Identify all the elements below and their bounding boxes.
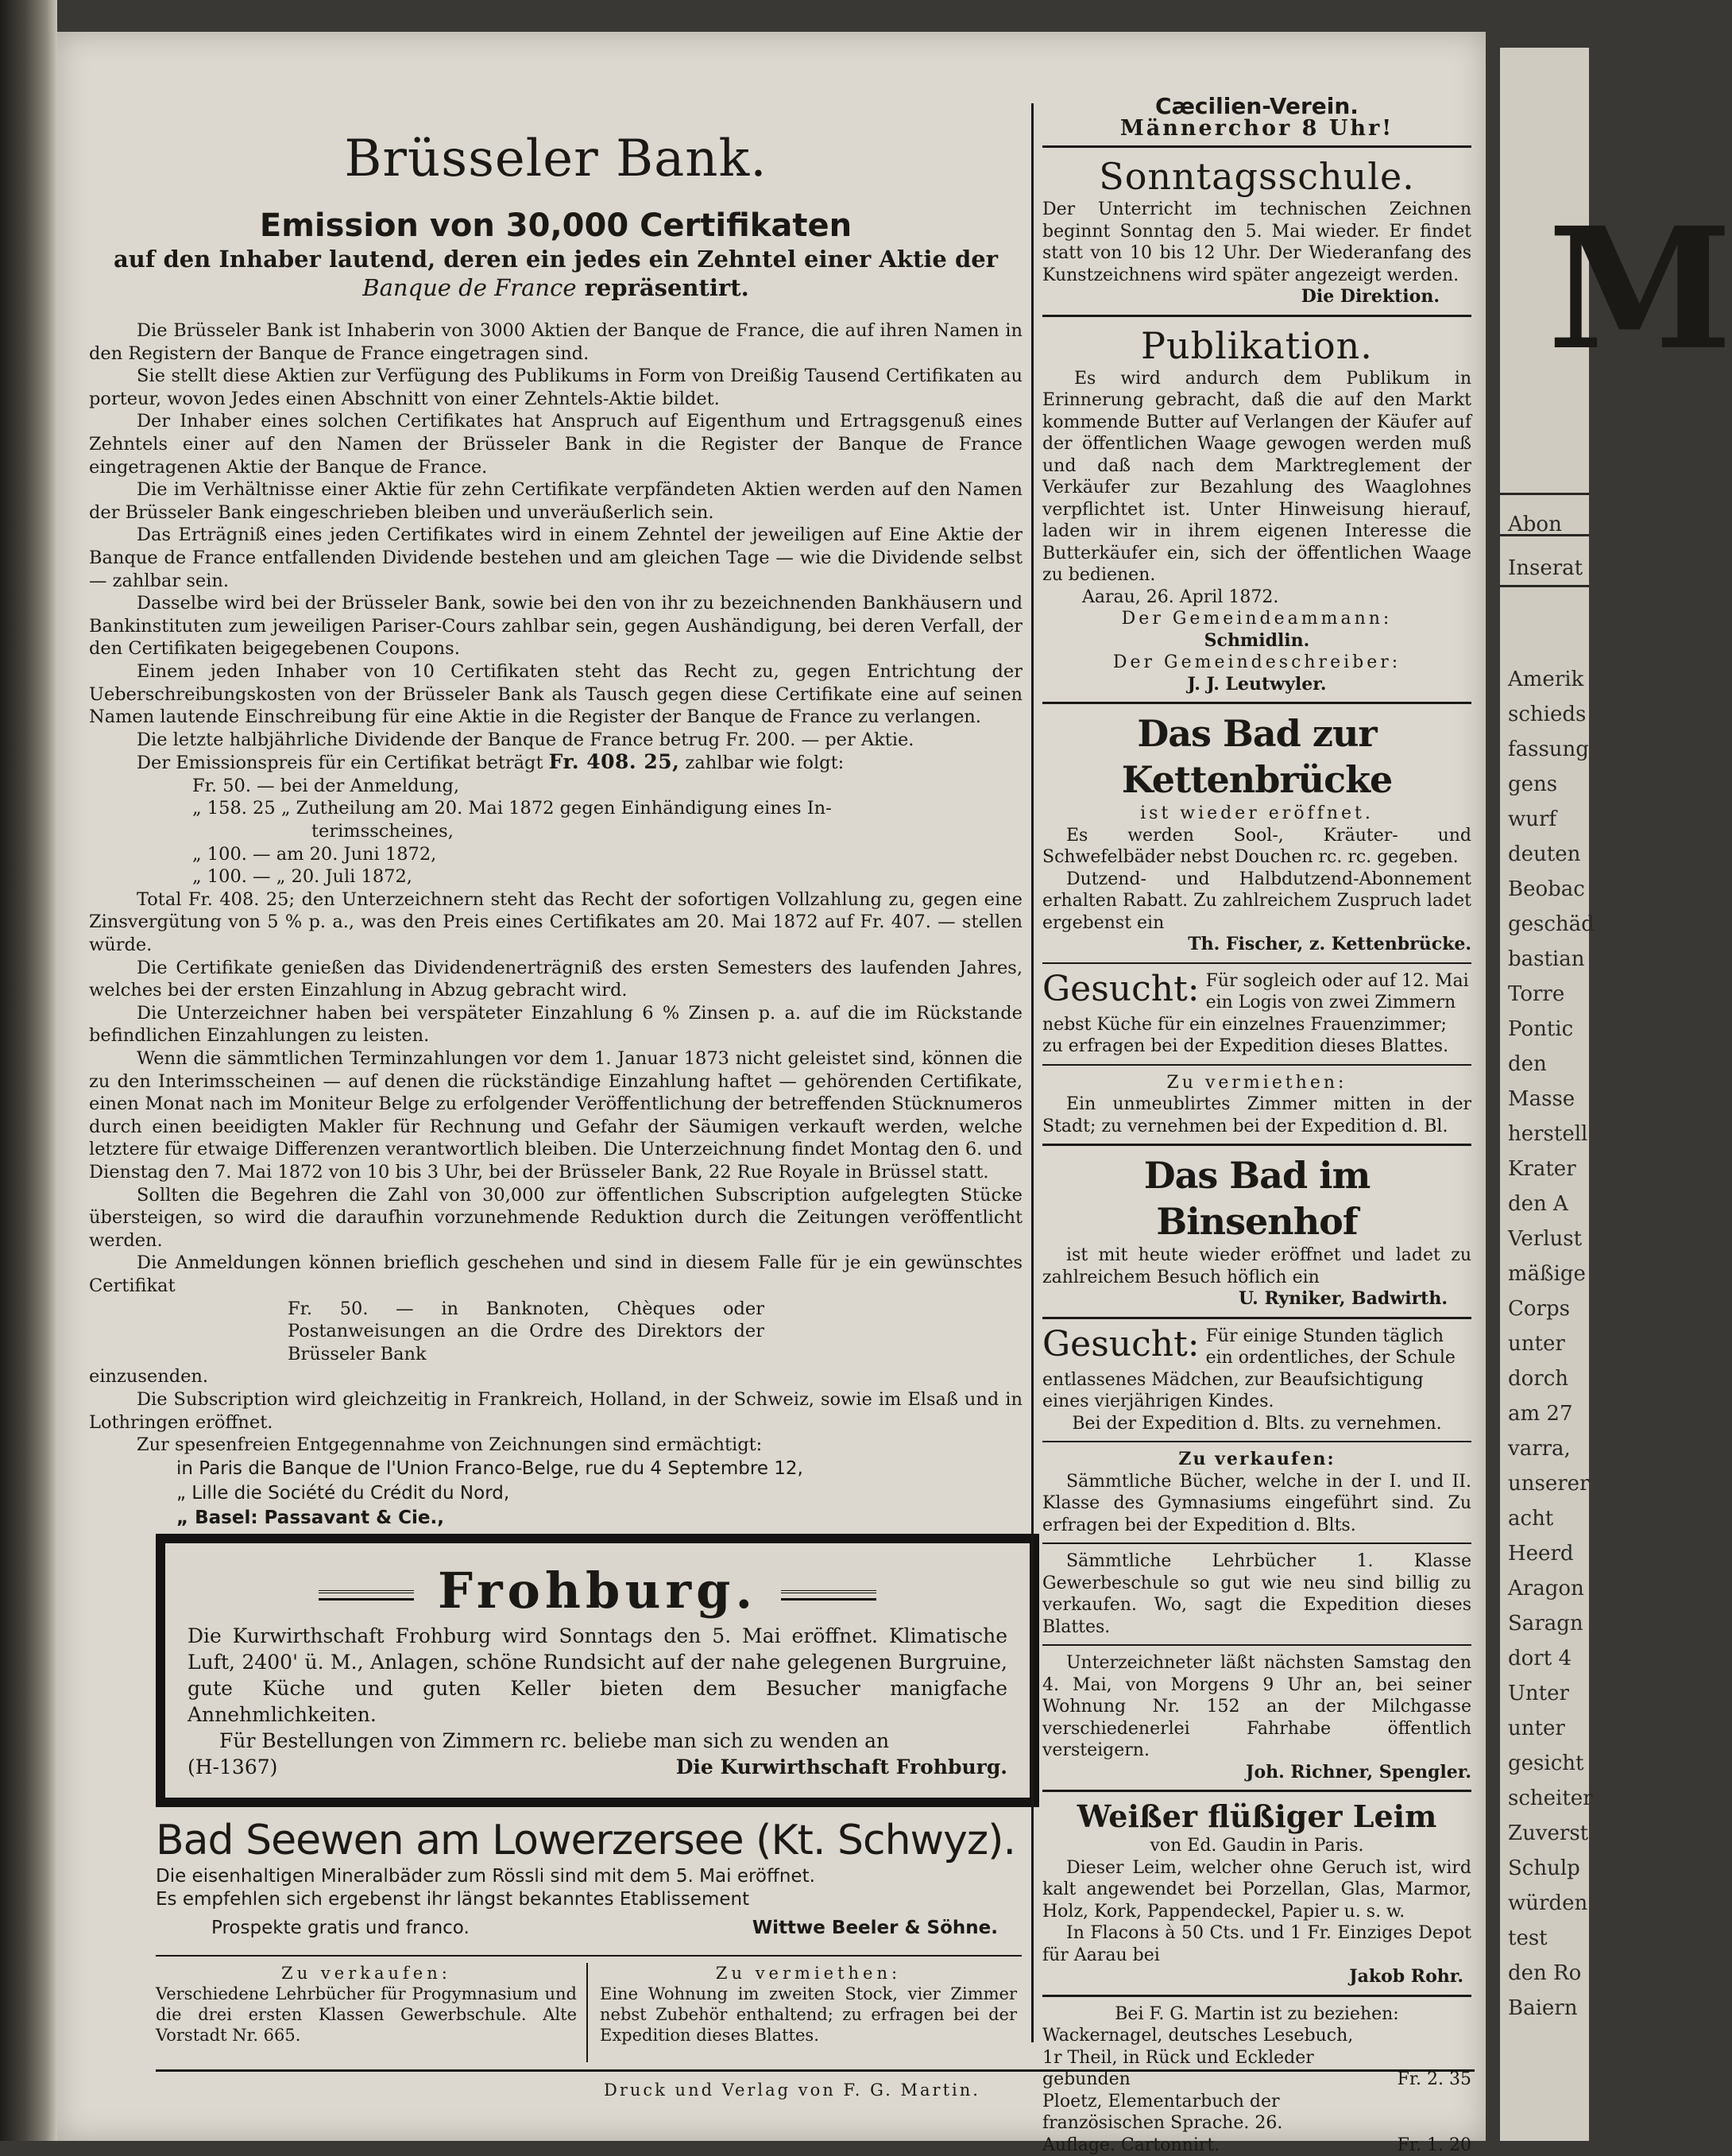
adjacent-page-word: am 27	[1508, 1402, 1573, 1426]
divider	[1042, 962, 1471, 964]
payment-line: „ 100. — am 20. Juni 1872,	[192, 843, 1023, 866]
issue-price-value: Fr. 408. 25,	[549, 750, 680, 773]
divider	[1042, 1317, 1471, 1319]
agent-line: „ Basel: Passavant & Cie.,	[176, 1506, 1023, 1531]
divider	[586, 1963, 588, 2062]
payment-line: Fr. 50. — bei der Anmeldung,	[192, 775, 1023, 798]
leim-text: Dieser Leim, welcher ohne Geruch ist, wird kalt angewendet bei Porzellan, Glas, Marmor, Holz, Kork, Pappendeckel, Papier u. s. w.	[1042, 1857, 1471, 1923]
brusseler-bank-ad	[89, 95, 1023, 1554]
payment-line: „ 158. 25 „ Zutheilung am 20. Mai 1872 gegen Einhändigung eines In-	[192, 797, 1023, 820]
adjacent-page-word: deuten	[1508, 842, 1580, 866]
adjacent-page-word: Torre	[1508, 982, 1564, 1006]
paragraph: Die im Verhältnisse einer Aktie für zehn Certifikate verpfändeten Aktien werden auf den Namen der Brüsseler Bank eingeschrieben bleiben und unveräußerlich sein.	[89, 478, 1023, 524]
paragraph: Einem jeden Inhaber von 10 Certifikaten steht das Recht zu, gegen Entrichtung der Ueberschreibungskosten von der Brüsseler Bank als Tausch gegen diese Certifikate eine auf seinen Namen lautende Einschreibung für eine Aktie in die Register der Banque de France zu verlangen.	[89, 660, 1023, 729]
paragraph: einzusenden.	[89, 1365, 1023, 1388]
payment-schedule	[192, 775, 1023, 888]
leim-sign: Jakob Rohr.	[1042, 1966, 1463, 1988]
frohburg-body: Die Kurwirthschaft Frohburg wird Sonntags den 5. Mai eröffnet. Klimatische Luft, 2400' ü. M., Anlagen, schöne Rundsicht auf der nahe gelegenen Burgruine, gute Küche und guten Keller bieten dem Besucher manigfache Annehmlichkeiten.	[165, 1623, 1030, 1728]
ornamental-rule	[781, 1590, 876, 1601]
auction-text: Unterzeichneter läßt nächsten Samstag den 4. Mai, von Morgens 9 Uhr an, bei seiner Wohnung Nr. 152 an der Milchgasse verschiedenerlei Fahrhabe öffentlich versteigern.	[1042, 1652, 1471, 1762]
adjacent-page-word: dorch	[1508, 1367, 1568, 1391]
kettenbruecke-text-2: Dutzend- und Halbdutzend-Abonnement erhalten Rabatt. Zu zahlreichem Zuspruch ladet ergebenst ein	[1042, 869, 1471, 935]
kettenbruecke-sub: ist wieder eröffnet.	[1042, 803, 1471, 825]
right-column	[1042, 95, 1471, 2156]
adjacent-page-word: Beobac	[1508, 877, 1585, 901]
adjacent-page-word: Verlust	[1508, 1227, 1582, 1251]
publikation-name: J. J. Leutwyler.	[1042, 674, 1471, 696]
adjacent-page-word: Unter	[1508, 1682, 1569, 1705]
martin-book: Ploetz, Elementarbuch der französischen Sprache. 26. Auflage. Cartonnirt.	[1042, 2091, 1360, 2156]
adjacent-page-word: schieds	[1508, 703, 1586, 726]
publikation-title: Publikation.	[1042, 323, 1471, 368]
payment-line: terimsscheines,	[311, 820, 1023, 843]
banque-de-france-italic: Banque de France	[362, 274, 576, 301]
kettenbruecke-sign: Th. Fischer, z. Kettenbrücke.	[1042, 934, 1471, 956]
ad-heading: Zu verkaufen:	[156, 1963, 577, 1984]
gesucht-ad-2	[1042, 1326, 1471, 1435]
binsenhof-sign: U. Ryniker, Badwirth.	[1042, 1288, 1448, 1310]
issue-price-paragraph	[89, 751, 1023, 775]
divider	[1500, 585, 1589, 587]
adjacent-page-word: varra,	[1508, 1437, 1571, 1461]
adjacent-page-word: den	[1508, 1052, 1547, 1076]
martin-heading: Bei F. G. Martin ist zu beziehen:	[1042, 2003, 1471, 2026]
printer-imprint: Druck und Verlag von F. G. Martin.	[604, 2081, 980, 2100]
paragraph: Wenn die sämmtlichen Terminzahlungen vor dem 1. Januar 1873 nicht geleistet sind, können die zu den Interimsscheinen — auf denen die rückständige Einzahlung haftet — gehörenden Certifikate, einen Monat nach im Moniteur Belge zu erfolgender Veröffentlichung der betreffenden Stücknumeros durch einen beeidigten Makler für Rechnung und Gefahr der Säumigen verkauft werden, welche letztere für etwaige Differenzen verantwortlich bleiben. Die Unterzeichnung findet Montag den 6. und Dienstag den 7. Mai 1872 von 10 bis 3 Uhr, bei der Brüsseler Bank, 22 Rue Royale in Brüssel statt.	[89, 1047, 1023, 1184]
adjacent-page-word: unter	[1508, 1332, 1565, 1356]
auction-sign: Joh. Richner, Spengler.	[1042, 1762, 1471, 1784]
paragraph: Die Brüsseler Bank ist Inhaberin von 3000 Aktien der Banque de France, die auf ihren Namen in den Registern der Banque de France eingetragen sind.	[89, 319, 1023, 365]
sonntagsschule-sign: Die Direktion.	[1042, 286, 1440, 308]
martin-item	[1042, 2091, 1471, 2156]
paragraph: Der Inhaber eines solchen Certifikates hat Anspruch auf Eigenthum und Ertragsgenuß eines Zehntels einer auf den Namen der Brüsseler Bank in die Register der Banque de France eingetragenen Aktie der Banque de France.	[89, 410, 1023, 478]
paragraph: Sie stellt diese Aktien zur Verfügung des Publikums in Form von Dreißig Tausend Certifikaten au porteur, wovon Jedes einen Abschnitt von einer Zehntels-Aktie bildet.	[89, 365, 1023, 410]
adjacent-page-word: den A	[1508, 1192, 1568, 1216]
small-ad-rent	[600, 1963, 1017, 2046]
paragraph: Das Erträgniß eines jeden Certifikates wird in einem Zehntel der jeweiligen auf Eine Aktie der Banque de France entfallenden Dividende bestehen und am gleichen Tage — wie die Dividende selbst — zahlbar sein.	[89, 524, 1023, 592]
gesucht-heading: Gesucht:	[1042, 1326, 1200, 1364]
emission-heading: Emission von 30,000 Certifikaten	[89, 207, 1023, 245]
publikation-signatory: Der Gemeindeammann:	[1042, 608, 1471, 630]
divider	[1042, 315, 1471, 317]
frohburg-body-2: Für Bestellungen von Zimmern rc. beliebe man sich zu wenden an	[165, 1728, 1030, 1754]
verkaufen-heading: Zu verkaufen:	[1042, 1449, 1471, 1471]
issue-price-tail: zahlbar wie folgt:	[679, 753, 844, 773]
divider	[1500, 493, 1589, 495]
verkaufen-text: Sämmtliche Bücher, welche in der I. und II. Klasse des Gymnasiums eingeführt sind. Zu erfragen bei der Expedition d. Blts.	[1042, 1471, 1471, 1537]
adjacent-page-edge	[1500, 48, 1589, 2141]
kettenbruecke-text: Es werden Sool-, Kräuter- und Schwefelbäder nebst Douchen rc. rc. gegeben.	[1042, 825, 1471, 869]
payment-line: „ 100. — „ 20. Juli 1872,	[192, 865, 1023, 888]
leim-title: Weißer flüßiger Leim	[1042, 1798, 1471, 1835]
publikation-signatory: Der Gemeindeschreiber:	[1042, 652, 1471, 674]
frohburg-ad	[156, 1534, 1039, 1807]
seewen-line: Die eisenhaltigen Mineralbäder zum Rössli sind mit dem 5. Mai eröffnet.	[156, 1865, 1030, 1888]
paragraph: Die letzte halbjährliche Dividende der Banque de France betrug Fr. 200. — per Aktie.	[89, 729, 1023, 752]
frohburg-title	[165, 1559, 1030, 1623]
seewen-footer	[156, 1916, 1030, 1940]
frohburg-ref: (H-1367)	[188, 1754, 277, 1781]
ad-text: Eine Wohnung im zweiten Stock, vier Zimmer nebst Zubehör enthaltend; zu erfragen bei der Expedition dieses Blattes.	[600, 1984, 1017, 2046]
adjacent-page-word: Abon	[1508, 513, 1562, 536]
adjacent-page-word: scheiter	[1508, 1786, 1593, 1810]
adjacent-page-word: geschäd	[1508, 912, 1595, 936]
divider	[1042, 1995, 1471, 1997]
gesucht-heading: Gesucht:	[1042, 970, 1200, 1008]
masthead-letter: M	[1548, 191, 1732, 387]
divider	[156, 1955, 1022, 1957]
leim-sub: von Ed. Gaudin in Paris.	[1042, 1835, 1471, 1857]
gesucht-text-2: Bei der Expedition d. Blts. zu vernehmen.	[1042, 1413, 1471, 1435]
adjacent-page-word: gens	[1508, 772, 1557, 796]
emission-subheading: auf den Inhaber lautend, deren ein jedes ein Zehntel einer Aktie der	[89, 245, 1023, 273]
paragraph: Dasselbe wird bei der Brüsseler Bank, sowie bei den von ihr zu bezeichnenden Bankhäusern und Bankinstituten zum jeweiligen Pariser-Cours zahlbar sein, gegen Aushändigung, bei deren Verfall, der den Certifikaten beigegebenen Coupons.	[89, 592, 1023, 660]
adjacent-page-word: unter	[1508, 1717, 1565, 1740]
binsenhof-text: ist mit heute wieder eröffnet und ladet zu zahlreichem Besuch höflich ein	[1042, 1244, 1471, 1288]
ornamental-rule	[319, 1590, 414, 1601]
sonntagsschule-title: Sonntagsschule.	[1042, 154, 1471, 199]
adjacent-page-word: bastian	[1508, 947, 1585, 971]
caecilien-title: Cæcilien-Verein.	[1042, 95, 1471, 118]
adjacent-page-word: Masse	[1508, 1087, 1575, 1111]
frohburg-footer	[165, 1754, 1030, 1781]
seewen-signature: Wittwe Beeler & Söhne.	[752, 1916, 998, 1940]
martin-book: Wackernagel, deutsches Lesebuch, 1r Theil, in Rück und Eckleder gebunden	[1042, 2025, 1360, 2091]
gesucht-text: Für sogleich oder auf 12. Mai ein Logis von zwei Zimmern nebst Küche für ein einzelnes Frauenzimmer; zu erfragen bei der Expedition dieses Blattes.	[1042, 971, 1469, 1057]
publikation-text: Es wird andurch dem Publikum in Erinnerung gebracht, daß die auf den Markt kommende Butter auf Verlangen der Käufer auf der öffentlichen Waage gewogen werden muß und daß nach dem Marktreglement der Verkäufer zur Bezahlung des Waaglohnes verpflichtet ist. Unter Hinweisung hierauf, laden wir in ihrem eigenen Interesse die Butterkäufer ein, sich der öffentlichen Waage zu bedienen.	[1042, 368, 1471, 586]
bad-seewen-ad	[156, 1816, 1030, 1940]
adjacent-page-word: den Ro	[1508, 1961, 1581, 1985]
divider	[1042, 1542, 1471, 1544]
adjacent-page-word: würden	[1508, 1891, 1587, 1915]
small-ad-sale	[156, 1963, 577, 2046]
sonntagsschule-text: Der Unterricht im technischen Zeichnen beginnt Sonntag den 5. Mai wieder. Er findet statt von 10 bis 12 Uhr. Der Wiederanfang des Kunstzeichnens wird später angezeigt werden.	[1042, 199, 1471, 286]
divider	[1042, 1064, 1471, 1066]
adjacent-page-word: dort 4	[1508, 1647, 1572, 1670]
adjacent-page-word: Krater	[1508, 1157, 1576, 1181]
issue-price-text: Der Emissionspreis für ein Certifikat beträgt	[137, 753, 549, 773]
agent-line: „ Lille die Société du Crédit du Nord,	[176, 1481, 1023, 1506]
paragraph: Die Certifikate genießen das Dividendenerträgniß des ersten Semesters des laufenden Jahres, welches bei der ersten Einzahlung in Abzug gebracht wird.	[89, 957, 1023, 1002]
verkaufen-text: Sämmtliche Lehrbücher 1. Klasse Gewerbeschule so gut wie neu sind billig zu verkaufen. Wo, sagt die Expedition dieses Blattes.	[1042, 1550, 1471, 1638]
adjacent-page-word: test	[1508, 1926, 1548, 1950]
adjacent-page-word: Aragon	[1508, 1577, 1584, 1601]
bank-title: Brüsseler Bank.	[89, 127, 1023, 191]
adjacent-page-word: unserer	[1508, 1472, 1589, 1496]
frohburg-signature: Die Kurwirthschaft Frohburg.	[676, 1754, 1007, 1781]
adjacent-page-word: Heerd	[1508, 1542, 1574, 1566]
adjacent-page-word: gesicht	[1508, 1752, 1583, 1775]
gesucht-ad-1	[1042, 970, 1471, 1058]
adjacent-page-word: acht	[1508, 1507, 1553, 1531]
gesucht-text: Für einige Stunden täglich ein ordentliches, der Schule entlassenes Mädchen, zur Beaufsichtigung eines vierjährigen Kindes.	[1042, 1326, 1456, 1412]
paragraph: Total Fr. 408. 25; den Unterzeichnern steht das Recht der sofortigen Vollzahlung zu, gegen eine Zinsvergütung von 5 % p. a., was den Preis eines Certifikates am 20. Mai 1872 auf Fr. 407. — stellen würde.	[89, 888, 1023, 957]
adjacent-page-word: mäßige	[1508, 1262, 1586, 1286]
martin-item	[1042, 2025, 1471, 2091]
frohburg-title-text: Frohburg.	[438, 1562, 757, 1620]
adjacent-page-word: Baiern	[1508, 1996, 1577, 2020]
adjacent-page-word: Zuverst	[1508, 1821, 1588, 1845]
adjacent-page-word: Amerik	[1508, 668, 1583, 691]
ad-heading: Zu vermiethen:	[600, 1963, 1017, 1984]
divider	[1042, 1144, 1471, 1146]
represents-text: repräsentirt.	[576, 274, 748, 301]
column-rule	[1031, 103, 1034, 2042]
agent-line: in Paris die Banque de l'Union Franco-Belge, rue du 4 Septembre 12,	[176, 1457, 1023, 1481]
divider	[1042, 1644, 1471, 1646]
seewen-title: Bad Seewen am Lowerzersee (Kt. Schwyz).	[156, 1816, 1030, 1865]
divider	[1042, 1790, 1471, 1792]
divider	[1042, 145, 1471, 148]
paragraph: Die Anmeldungen können brieflich geschehen und sind in diesem Falle für je ein gewünschtes Certifikat	[89, 1252, 1023, 1297]
adjacent-page-word: Schulp	[1508, 1856, 1580, 1880]
vermiethen-heading: Zu vermiethen:	[1042, 1072, 1471, 1094]
ad-text: Verschiedene Lehrbücher für Progymnasium und die drei ersten Klassen Gewerbschule. Alte Vorstadt Nr. 665.	[156, 1984, 577, 2046]
divider	[1042, 1441, 1471, 1442]
caecilien-sub: Männerchor 8 Uhr!	[1042, 118, 1471, 140]
paragraph: Die Subscription wird gleichzeitig in Frankreich, Holland, in der Schweiz, sowie im Elsaß und in Lothringen eröffnet.	[89, 1388, 1023, 1434]
paragraph: Zur spesenfreien Entgegennahme von Zeichnungen sind ermächtigt:	[89, 1434, 1023, 1457]
emission-subheading-2	[89, 273, 1023, 302]
martin-price: Fr. 1. 20	[1398, 2135, 1471, 2156]
paragraph: Fr. 50. — in Banknoten, Chèques oder Postanweisungen an die Ordre des Direktors der Brüsseler Bank	[288, 1298, 764, 1366]
seewen-line: Es empfehlen sich ergebenst ihr längst bekanntes Etablissement	[156, 1888, 1030, 1911]
adjacent-page-word: Saragn	[1508, 1612, 1583, 1635]
adjacent-page-word: Corps	[1508, 1297, 1570, 1321]
martin-price: Fr. 2. 35	[1398, 2069, 1471, 2091]
kettenbruecke-title: Das Bad zur Kettenbrücke	[1042, 710, 1471, 803]
vermiethen-text: Ein unmeublirtes Zimmer mitten in der Stadt; zu vernehmen bei der Expedition d. Bl.	[1042, 1093, 1471, 1137]
adjacent-page-word: Inserat	[1508, 556, 1583, 580]
adjacent-page-word: herstell	[1508, 1122, 1587, 1146]
binsenhof-title: Das Bad im Binsenhof	[1042, 1152, 1471, 1244]
paragraph: Sollten die Begehren die Zahl von 30,000 zur öffentlichen Subscription aufgelegten Stücke übersteigen, so wird die daraufhin vorzunehmende Reduktion durch die Zeitungen veröffentlicht werden.	[89, 1184, 1023, 1252]
divider	[1042, 702, 1471, 704]
book-spine	[0, 0, 57, 2141]
adjacent-page-word: fassung	[1508, 737, 1589, 761]
adjacent-page-word: wurf	[1508, 807, 1556, 831]
seewen-prospects: Prospekte gratis und franco.	[211, 1916, 470, 1940]
publikation-date: Aarau, 26. April 1872.	[1082, 586, 1471, 609]
publikation-name: Schmidlin.	[1042, 630, 1471, 652]
adjacent-page-word: Pontic	[1508, 1017, 1573, 1041]
leim-text-2: In Flacons à 50 Cts. und 1 Fr. Einziges Depot für Aarau bei	[1042, 1922, 1471, 1966]
paragraph: Die Unterzeichner haben bei verspäteter Einzahlung 6 % Zinsen p. a. auf die im Rückstande befindlichen Einzahlungen zu leisten.	[89, 1002, 1023, 1047]
